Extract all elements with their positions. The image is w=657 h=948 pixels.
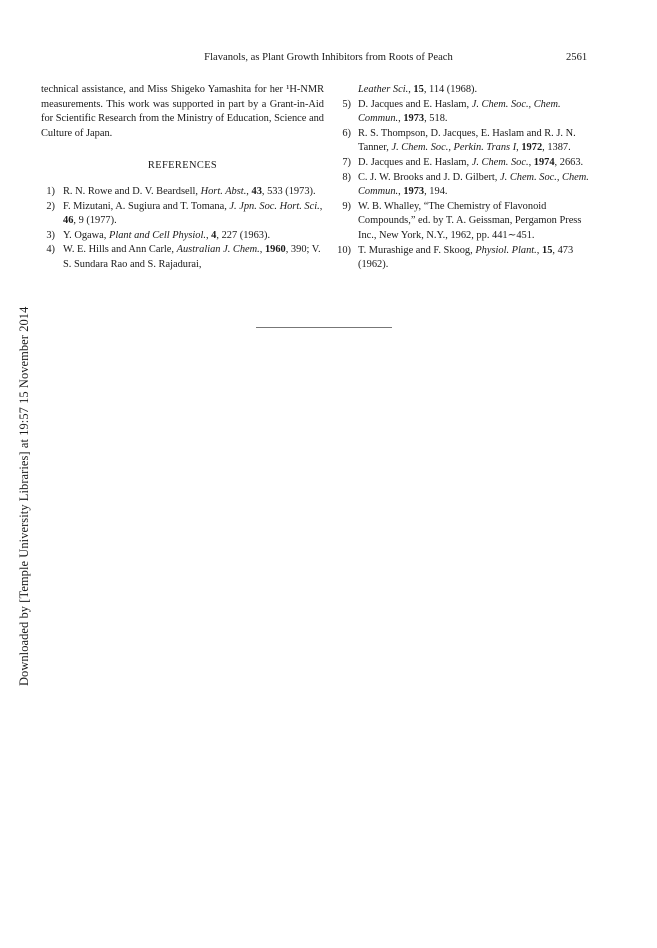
- reference-authors: R. N. Rowe and D. V. Beardsell,: [63, 185, 201, 197]
- reference-number: 6): [342, 127, 351, 139]
- reference-pages: , 473 (1962).: [358, 244, 574, 271]
- reference-journal: J. Chem. Soc., Chem. Commun.: [358, 98, 561, 125]
- reference-journal: J. Jpn. Soc. Hort. Sci.: [229, 200, 320, 212]
- reference-volume: 1973: [403, 186, 425, 198]
- reference-number: 1): [46, 185, 55, 197]
- reference-authors: D. Jacques and E. Haslam,: [358, 156, 472, 168]
- reference-item: 8) C. J. W. Brooks and J. D. Gilbert, J. Chem. Soc., Chem. Commun., 1973, 194.: [333, 171, 596, 200]
- reference-pages: , 390; V. S. Sundara Rao and S. Rajadurai,: [63, 244, 321, 270]
- reference-item: [333, 200, 596, 244]
- reference-volume: 1960: [264, 244, 286, 256]
- reference-authors: Y. Ogawa,: [63, 229, 109, 241]
- reference-pages: , 2663.: [554, 156, 584, 168]
- reference-volume: 1972: [521, 142, 543, 154]
- reference-journal: J. Chem. Soc., Chem. Commun.: [358, 171, 589, 198]
- reference-item: 2) F. Mizutani, A. Sugiura and T. Tomana, J. Jpn. Soc. Hort. Sci., 46, 9 (1977).: [41, 200, 324, 229]
- reference-authors: D. Jacques and E. Haslam,: [358, 98, 472, 110]
- reference-authors: W. E. Hills and Ann Carle,: [63, 244, 177, 256]
- reference-number: 3): [46, 229, 55, 241]
- reference-item: 6) R. S. Thompson, D. Jacques, E. Haslam and R. J. N. Tanner, J. Chem. Soc., Perkin. Trans I, 1972, 1387.: [333, 127, 596, 156]
- reference-pages: , 1387.: [542, 142, 571, 154]
- reference-number: 7): [342, 156, 351, 168]
- reference-pages: , 518.: [424, 113, 448, 125]
- reference-journal: J. Chem. Soc., Perkin. Trans I: [391, 142, 517, 154]
- reference-authors: R. S. Thompson, D. Jacques, E. Haslam and R. J. N. Tanner,: [358, 127, 576, 154]
- reference-number: 2): [46, 200, 55, 212]
- reference-journal: Australian J. Chem.: [176, 244, 260, 256]
- reference-journal: Physiol. Plant.: [475, 244, 537, 256]
- running-header: [0, 52, 657, 68]
- left-column: [41, 83, 324, 273]
- reference-number: 5): [342, 98, 351, 110]
- download-watermark: Downloaded by [Temple University Libraries] at 19:57 15 November 2014: [17, 306, 31, 686]
- reference-pages: , 194.: [424, 186, 448, 198]
- reference-item: 5) D. Jacques and E. Haslam, J. Chem. Soc., Chem. Commun., 1973, 518.: [333, 98, 596, 127]
- reference-pages: , 227 (1963).: [216, 229, 271, 241]
- reference-journal: Plant and Cell Physiol.: [108, 229, 206, 241]
- reference-volume: 1973: [403, 113, 425, 125]
- reference-authors: T. Murashige and F. Skoog,: [358, 244, 476, 256]
- reference-item: 7) D. Jacques and E. Haslam, J. Chem. Soc., 1974, 2663.: [333, 156, 596, 171]
- reference-item: 3) Y. Ogawa, Plant and Cell Physiol., 4, 227 (1963).: [41, 229, 324, 244]
- reference-item: 10) T. Murashige and F. Skoog, Physiol. Plant., 15, 473 (1962).: [333, 244, 596, 273]
- reference-continuation: Leather Sci., 15, 114 (1968).: [358, 84, 478, 95]
- reference-pages: , 114 (1968).: [423, 84, 478, 95]
- reference-volume: 46: [63, 215, 74, 227]
- reference-volume: 43: [251, 185, 262, 197]
- page-number: 2561: [566, 52, 588, 63]
- reference-journal: Leather Sci.: [358, 84, 409, 95]
- reference-pages: , 533 (1973).: [261, 185, 316, 197]
- right-column: [333, 83, 596, 273]
- reference-authors: C. J. W. Brooks and J. D. Gilbert,: [358, 171, 501, 183]
- reference-volume: 4: [211, 229, 217, 241]
- reference-item: 4) W. E. Hills and Ann Carle, Australian J. Chem., 1960, 390; V. S. Sundara Rao and S. Rajadurai,: [41, 243, 324, 272]
- end-of-article-rule: [256, 327, 392, 328]
- reference-volume: 15: [413, 84, 424, 95]
- reference-number: 9): [342, 200, 351, 212]
- references-heading: REFERENCES: [147, 160, 218, 172]
- reference-journal: J. Chem. Soc.: [471, 156, 529, 168]
- reference-pages: , 9 (1977).: [73, 215, 117, 227]
- reference-item: 1) R. N. Rowe and D. V. Beardsell, Hort. Abst., 43, 533 (1973).: [41, 185, 324, 200]
- reference-authors: F. Mizutani, A. Sugiura and T. Tomana,: [63, 200, 230, 212]
- reference-volume: 1974: [533, 156, 555, 168]
- running-title: Flavanols, as Plant Growth Inhibitors from Roots of Peach: [204, 52, 453, 63]
- reference-volume: 15: [542, 244, 553, 256]
- reference-number: 10): [337, 244, 351, 256]
- reference-number: 8): [342, 171, 351, 183]
- reference-authors: W. B. Whalley, “The Chemistry of Flavonoid Compounds,” ed. by T. A. Geissman, Pergamon Press Inc., New York, N.Y., 1962, pp. 441∼451.: [358, 200, 582, 241]
- reference-journal: Hort. Abst.: [200, 185, 247, 197]
- acknowledgment-paragraph: technical assistance, and Miss Shigeko Yamashita for her ¹H-NMR measurements. This work was supported in part by a Grant-in-Aid for Scientific Research from the Ministry of Education, Science and Culture of Japan.: [41, 84, 324, 139]
- reference-number: 4): [46, 244, 55, 256]
